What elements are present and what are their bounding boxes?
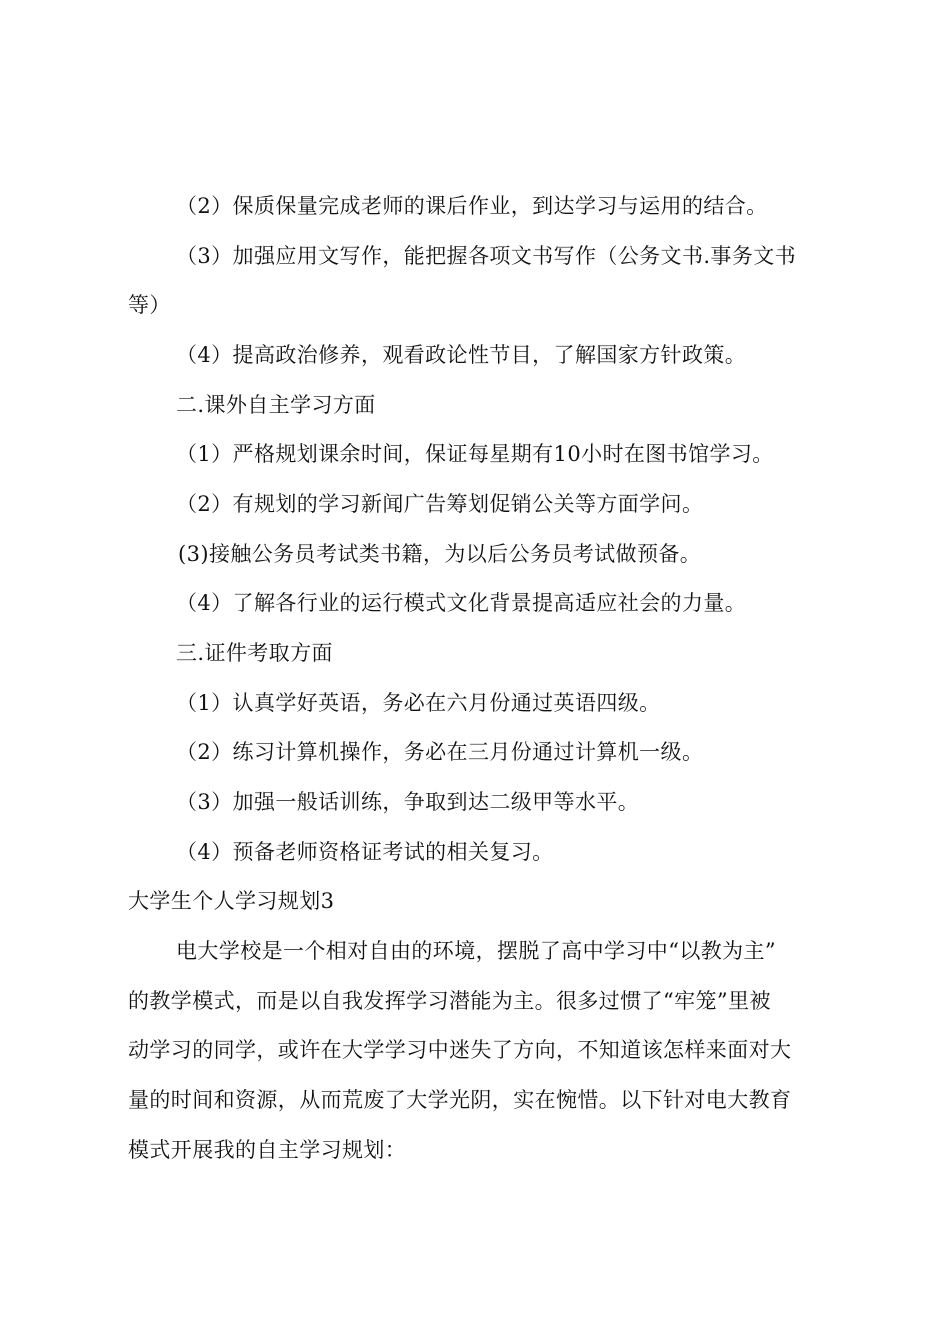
list-item-3-mandarin: （3）加强一般话训练，争取到达二级甲等水平。 — [176, 790, 640, 814]
list-item-1-schedule: （1）严格规划课余时间，保证每星期有10小时在图书馆学习。 — [176, 442, 774, 466]
list-item-3-writing: （3）加强应用文写作，能把握各项文书写作（公务文书.事务文书 — [176, 244, 797, 268]
paragraph-line-4-text: 量的时间和资源，从而荒废了大学光阴，实在惋惜。以下针对电大教育 — [128, 1088, 792, 1112]
section-heading-certificates: 三.证件考取方面 — [176, 641, 333, 665]
paragraph-line-2 — [128, 986, 831, 1016]
list-item-3-exam-books: (3)接触公务员考试类书籍，为以后公务员考试做预备。 — [178, 542, 702, 566]
list-item-2-computer: （2）练习计算机操作，务必在三月份通过计算机一级。 — [176, 740, 704, 764]
paragraph-line-1 — [176, 936, 831, 966]
section-title-plan-3: 大学生个人学习规划3 — [128, 889, 335, 913]
paragraph-line-3 — [128, 1035, 831, 1065]
list-item-2-knowledge: （2）有规划的学习新闻广告筹划促销公关等方面学问。 — [176, 492, 704, 516]
list-item-2-homework: （2）保质保量完成老师的课后作业，到达学习与运用的结合。 — [176, 194, 768, 218]
paragraph-line-5: 模式开展我的自主学习规划： — [128, 1138, 407, 1162]
list-item-4-teacher-cert: （4）预备老师资格证考试的相关复习。 — [176, 840, 554, 864]
list-item-4-politics: （4）提高政治修养，观看政论性节目，了解国家方针政策。 — [176, 343, 747, 367]
paragraph-line-2-text: 的教学模式，而是以自我发挥学习潜能为主。很多过惯了“牢笼”里被 — [128, 989, 771, 1013]
list-item-1-english: （1）认真学好英语，务必在六月份通过英语四级。 — [176, 691, 661, 715]
section-heading-extracurricular: 二.课外自主学习方面 — [176, 393, 376, 417]
list-item-4-industries: （4）了解各行业的运行模式文化背景提高适应社会的力量。 — [176, 591, 747, 615]
paragraph-line-3-text: 动学习的同学，或许在大学学习中迷失了方向，不知道该怎样来面对大 — [128, 1038, 792, 1062]
list-item-3-writing-continued: 等） — [128, 293, 171, 317]
paragraph-line-4 — [128, 1085, 831, 1115]
paragraph-line-1-text: 电大学校是一个相对自由的环境，摆脱了高中学习中“以教为主” — [176, 939, 777, 963]
